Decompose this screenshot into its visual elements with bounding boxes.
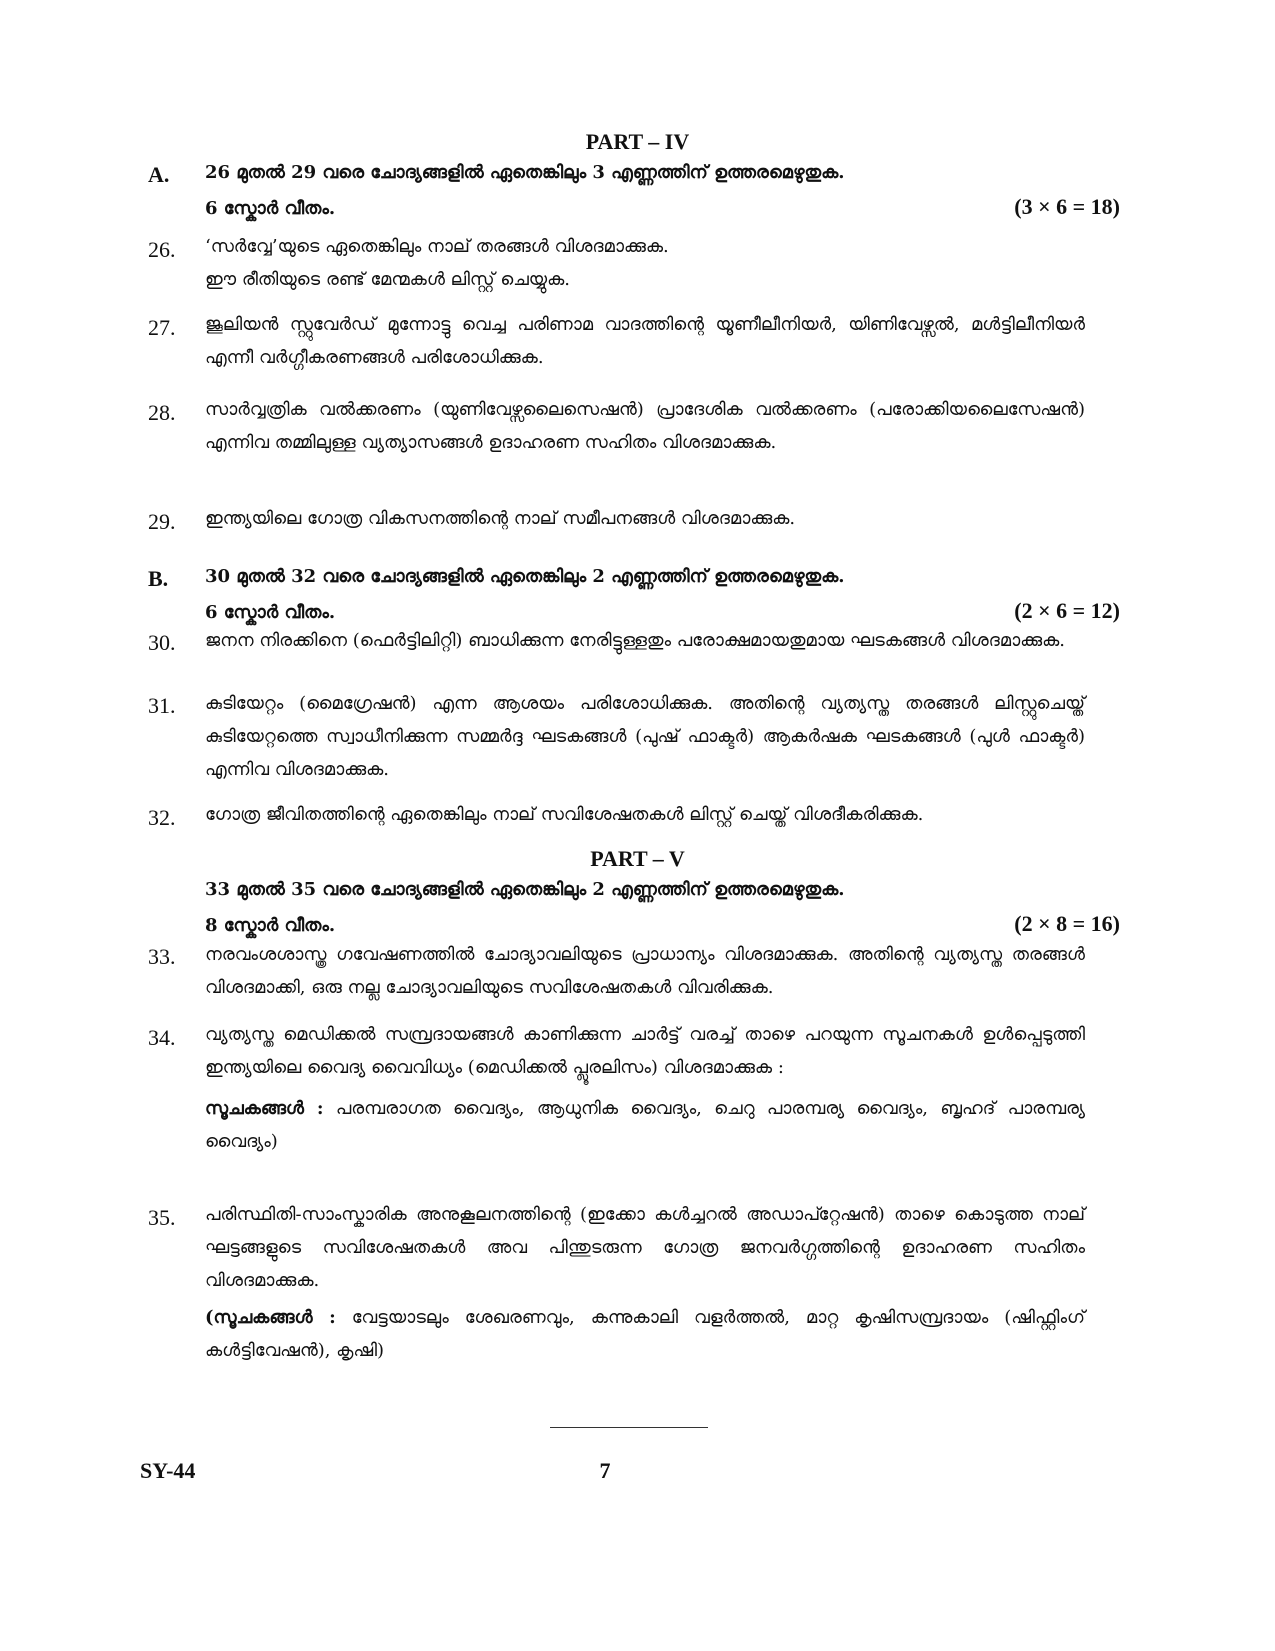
question-29-text: ഇന്ത്യയിലെ ഗോത്ര വികസനത്തിന്റെ നാല് സമീപനങ്ങൾ വിശദമാക്കുക. xyxy=(205,508,796,529)
part-v-instruction: 33 മുതൽ 35 വരെ ചോദ്യങ്ങളിൽ ഏതെങ്കിലും 2 എണ്ണത്തിന് ഉത്തരമെഴുതുക. xyxy=(205,879,845,900)
question-33-text: നരവംശശാസ്ത്ര ഗവേഷണത്തിൽ ചോദ്യാവലിയുടെ പ്രാധാന്യം വിശദമാക്കുക. അതിന്റെ വ്യത്യസ്ത തരങ്ങൾ വിശദമാക്കി, ഒരു നല്ല ചോദ്യാവലിയുടെ സവിശേഷതകൾ വിവരിക്കുക. xyxy=(205,944,1085,998)
section-a-label: A. xyxy=(148,162,170,187)
question-31-text: കുടിയേറ്റം (മൈഗ്രേഷൻ) എന്ന ആശയം പരിശോധിക്കുക. അതിന്റെ വ്യത്യസ്ത തരങ്ങൾ ലിസ്റ്റുചെയ്ത് കുടിയേറ്റത്തെ സ്വാധീനിക്കുന്ന സമ്മർദ്ദ ഘടകങ്ങൾ (പുഷ് ഫാക്ടർ) ആകർഷക ഘടകങ്ങൾ (പുൾ ഫാക്ടർ) എന്നിവ വിശദമാക്കുക. xyxy=(205,693,1085,780)
question-34-text xyxy=(205,1018,1085,1158)
section-a-score-line xyxy=(205,194,1120,220)
part-v-title: PART – V xyxy=(590,846,685,871)
question-35-number: 35. xyxy=(148,1205,176,1230)
section-b-score-total: (2 × 6 = 12) xyxy=(1014,598,1120,623)
section-a-score-total: (3 × 6 = 18) xyxy=(1014,194,1120,219)
footer-page-number: 7 xyxy=(599,1458,611,1483)
part-iv-title: PART – IV xyxy=(585,129,690,154)
question-35-hints xyxy=(205,1301,1085,1367)
question-26-line2: ഈ രീതിയുടെ രണ്ട് മേന്മകൾ ലിസ്റ്റ് ചെയ്യുക. xyxy=(205,269,570,290)
part-v-score-total: (2 × 8 = 16) xyxy=(1014,911,1120,936)
question-35-text xyxy=(205,1198,1085,1367)
section-a-instruction: 26 മുതൽ 29 വരെ ചോദ്യങ്ങളിൽ ഏതെങ്കിലും 3 എണ്ണത്തിന് ഉത്തരമെഴുതുക. xyxy=(205,162,845,183)
part-v-score-line xyxy=(205,911,1120,937)
section-b-score-each: 6 സ്കോർ വീതം. xyxy=(205,602,336,623)
section-b-instruction: 30 മുതൽ 32 വരെ ചോദ്യങ്ങളിൽ ഏതെങ്കിലും 2 എണ്ണത്തിന് ഉത്തരമെഴുതുക. xyxy=(205,566,845,587)
question-35-body: പരിസ്ഥിതി-സാംസ്കാരിക അനുകൂലനത്തിന്റെ (ഇക്കോ കൾച്ചറൽ അഡാപ്റ്റേഷൻ) താഴെ കൊടുത്ത നാല് ഘട്ടങ്ങളുടെ സവിശേഷതകൾ അവ പിന്തുടരുന്ന ഗോത്ര ജനവർഗ്ഗത്തിന്റെ ഉദാഹരണ സഹിതം വിശദമാക്കുക. xyxy=(205,1204,1085,1291)
question-35-hint-title: (സൂചകങ്ങൾ : xyxy=(205,1307,336,1328)
section-b-score-line xyxy=(205,598,1120,624)
question-30-number: 30. xyxy=(148,630,176,655)
question-34-body: വ്യത്യസ്ത മെഡിക്കൽ സമ്പ്രദായങ്ങൾ കാണിക്കുന്ന ചാർട്ട് വരച്ച് താഴെ പറയുന്ന സൂചനകൾ ഉൾപ്പെടുത്തി ഇന്ത്യയിലെ വൈദ്യ വൈവിധ്യം (മെഡിക്കൽ പ്ലൂരലിസം) വിശദമാക്കുക : xyxy=(205,1024,1085,1078)
question-33-number: 33. xyxy=(148,944,176,969)
section-b-label: B. xyxy=(148,566,169,591)
footer-code: SY-44 xyxy=(140,1458,196,1483)
question-34-hint-title: സൂചകങ്ങൾ : xyxy=(205,1098,324,1119)
question-26-line1: ‘സർവ്വേ’യുടെ ഏതെങ്കിലും നാല് തരങ്ങൾ വിശദമാക്കുക. xyxy=(205,236,669,257)
question-31-number: 31. xyxy=(148,693,176,718)
question-28-text: സാർവ്വത്രിക വൽക്കരണം (യുണിവേഴ്സലൈസെഷൻ) പ്രാദേശിക വൽക്കരണം (പരോക്കിയലൈസേഷൻ) എന്നിവ തമ്മിലുള്ള വ്യത്യാസങ്ങൾ ഉദാഹരണ സഹിതം വിശദമാക്കുക. xyxy=(205,399,1085,453)
question-34-number: 34. xyxy=(148,1025,176,1050)
question-35-hint-text: വേട്ടയാടലും ശേഖരണവും, കന്നുകാലി വളർത്തൽ, മാറ്റ കൃഷിസമ്പ്രദായം (ഷിഫ്റ്റിംഗ് കൾട്ടിവേഷൻ), കൃഷി) xyxy=(205,1307,1085,1361)
question-32-text: ഗോത്ര ജീവിതത്തിന്റെ ഏതെങ്കിലും നാല് സവിശേഷതകൾ ലിസ്റ്റ് ചെയ്ത് വിശദീകരിക്കുക. xyxy=(205,804,924,825)
question-27-text: ജൂലിയൻ സ്റ്റുവേർഡ് മുന്നോട്ടു വെച്ച പരിണാമ വാദത്തിന്റെ യൂണീലീനിയർ, യിണിവേഴ്സൽ, മൾട്ടിലീനിയർ എന്നീ വർഗ്ഗീകരണങ്ങൾ പരിശോധിക്കുക. xyxy=(205,314,1085,368)
question-28-number: 28. xyxy=(148,400,176,425)
part-v-score-each: 8 സ്കോർ വീതം. xyxy=(205,915,336,936)
end-rule xyxy=(550,1427,708,1428)
question-30-text: ജനന നിരക്കിനെ (ഫെർട്ടിലിറ്റി) ബാധിക്കുന്ന നേരിട്ടുള്ളതും പരോക്ഷമായതുമായ ഘടകങ്ങൾ വിശദമാക്കുക. xyxy=(205,630,1066,651)
question-27-number: 27. xyxy=(148,315,176,340)
question-26-number: 26. xyxy=(148,237,176,262)
section-a-score-each: 6 സ്കോർ വീതം. xyxy=(205,198,336,219)
question-32-number: 32. xyxy=(148,805,176,830)
question-34-hint-text: പരമ്പരാഗത വൈദ്യം, ആധുനിക വൈദ്യം, ചെറു പാരമ്പര്യ വൈദ്യം, ബൃഹദ് പാരമ്പര്യ വൈദ്യം) xyxy=(205,1098,1085,1152)
question-26-text xyxy=(205,230,1085,296)
question-34-hints xyxy=(205,1092,1085,1158)
question-29-number: 29. xyxy=(148,509,176,534)
